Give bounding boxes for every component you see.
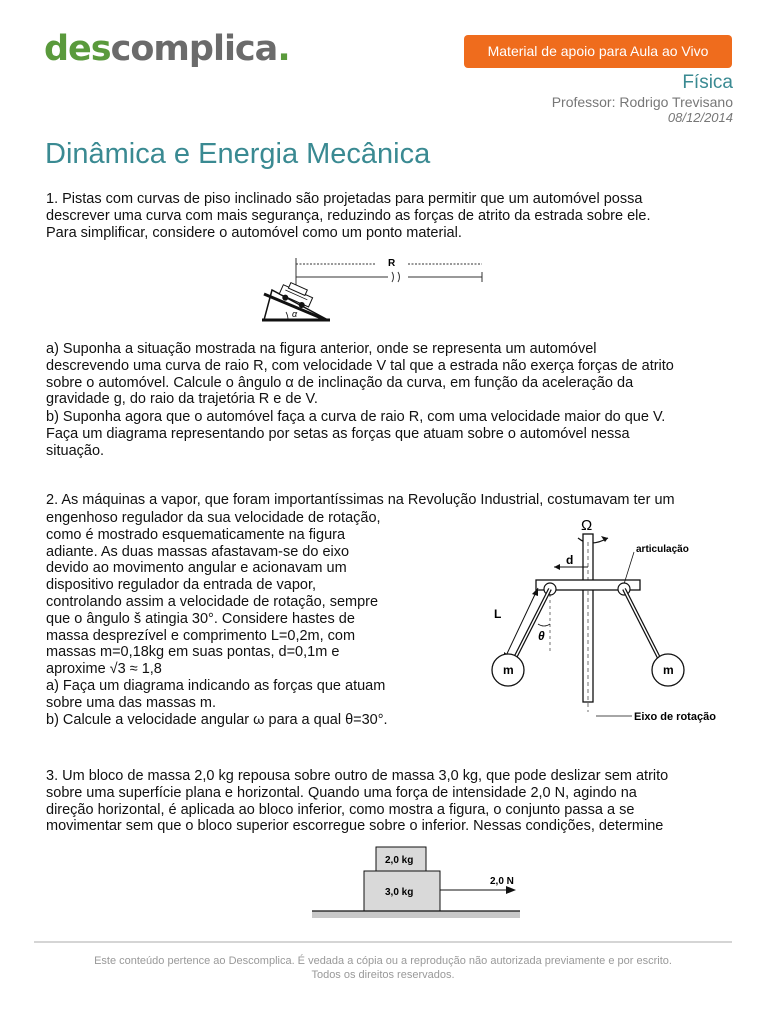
q2-fig-theta: θ (538, 629, 545, 643)
q1-part-a: a) Suponha a situação mostrada na figura anterior, onde se representa um automóvel descrevendo uma curva de raio R, com velocidade V tal que a estrada não exerça forças de atrito sobre o automóvel. Calcule o ângulo α de inclinação da curva, em função da aceleração da gravidade g, do raio da trajetória R e de V. (46, 341, 674, 408)
q1-intro: 1. Pistas com curvas de piso inclinado são projetadas para permitir que um automóvel possa descrever uma curva com mais segurança, reduzindo as forças de atrito da estrada sobre ele. Para simplificar, considere o automóvel como um ponto material. (46, 191, 651, 241)
q2-line1: 2. As máquinas a vapor, que foram importantíssimas na Revolução Industrial, costumavam ter um (46, 492, 675, 508)
footer-copyright: Este conteúdo pertence ao Descomplica. É vedada a cópia ou a reprodução não autorizada previamente e por escrito. Todos os direitos reservados. (94, 955, 672, 981)
q3-force-label: 2,0 N (490, 876, 514, 887)
q1-fig-label-r: R (388, 258, 396, 269)
teacher-label: Professor: Rodrigo Trevisano (551, 94, 733, 110)
q2-body: engenhoso regulador da sua velocidade de rotação, como é mostrado esquematicamente na figura adiante. As duas massas afastavam-se do eixo devido ao movimento angular e acionavam um dispositivo regulador da entrada de vapor, controlando assim a velocidade de rotação, sempre que o ângulo š atingia 30°. Considere hastes de massa desprezível e comprimento L=0,2m, com massas m=0,18kg em suas pontas, d=0,1m e aproxime √3 ≈ 1,8 a) Faça um diagrama indicando as forças que atuam sobre uma das massas m. b) Calcule a velocidade angular ω para a qual θ=30°. (46, 510, 388, 728)
q2-fig-d: d (566, 553, 574, 567)
date-label: 08/12/2014 (667, 110, 733, 125)
q2-fig-eixo: Eixo de rotação (634, 711, 716, 723)
q1-part-b: b) Suponha agora que o automóvel faça a curva de raio R, com uma velocidade maior do que V. Faça um diagrama representando por setas as forças que atuam sobre o automóvel nessa situação. (46, 409, 666, 459)
q2-governor-figure (484, 512, 734, 724)
q3-block-top-label: 2,0 kg (385, 855, 414, 866)
q1-banked-curve-figure (258, 252, 490, 326)
q2-fig-mass-left: m (503, 663, 514, 677)
q2-fig-mass-right: m (663, 663, 674, 677)
live-class-badge: Material de apoio para Aula ao Vivo (464, 35, 732, 68)
logo-part-complica: complica (110, 29, 278, 69)
descomplica-logo (44, 26, 290, 72)
subject-label: Física (682, 72, 733, 93)
q1-fig-label-alpha: α (292, 309, 298, 319)
q3-block-bottom-label: 3,0 kg (385, 887, 414, 898)
q3-blocks-figure (312, 842, 522, 920)
logo-wordmark: descomplica. (44, 29, 290, 69)
logo-part-des: des (44, 29, 111, 69)
q2-fig-articulacao: articulação (636, 544, 689, 555)
q3-text: 3. Um bloco de massa 2,0 kg repousa sobre outro de massa 3,0 kg, que pode deslizar sem atrito sobre uma superfície plana e horizontal. Quando uma força de intensidade 2,0 N, agindo na direção horizontal, é aplicada ao bloco inferior, como mostra a figura, o conjunto passa a se movimentar sem que o bloco superior escorregue sobre o inferior. Nessas condições, determine (46, 768, 669, 835)
q2-fig-L: L (494, 607, 502, 621)
footer-divider (34, 941, 732, 943)
page-title: Dinâmica e Energia Mecânica (45, 138, 431, 170)
q2-fig-omega: Ω (581, 517, 593, 534)
